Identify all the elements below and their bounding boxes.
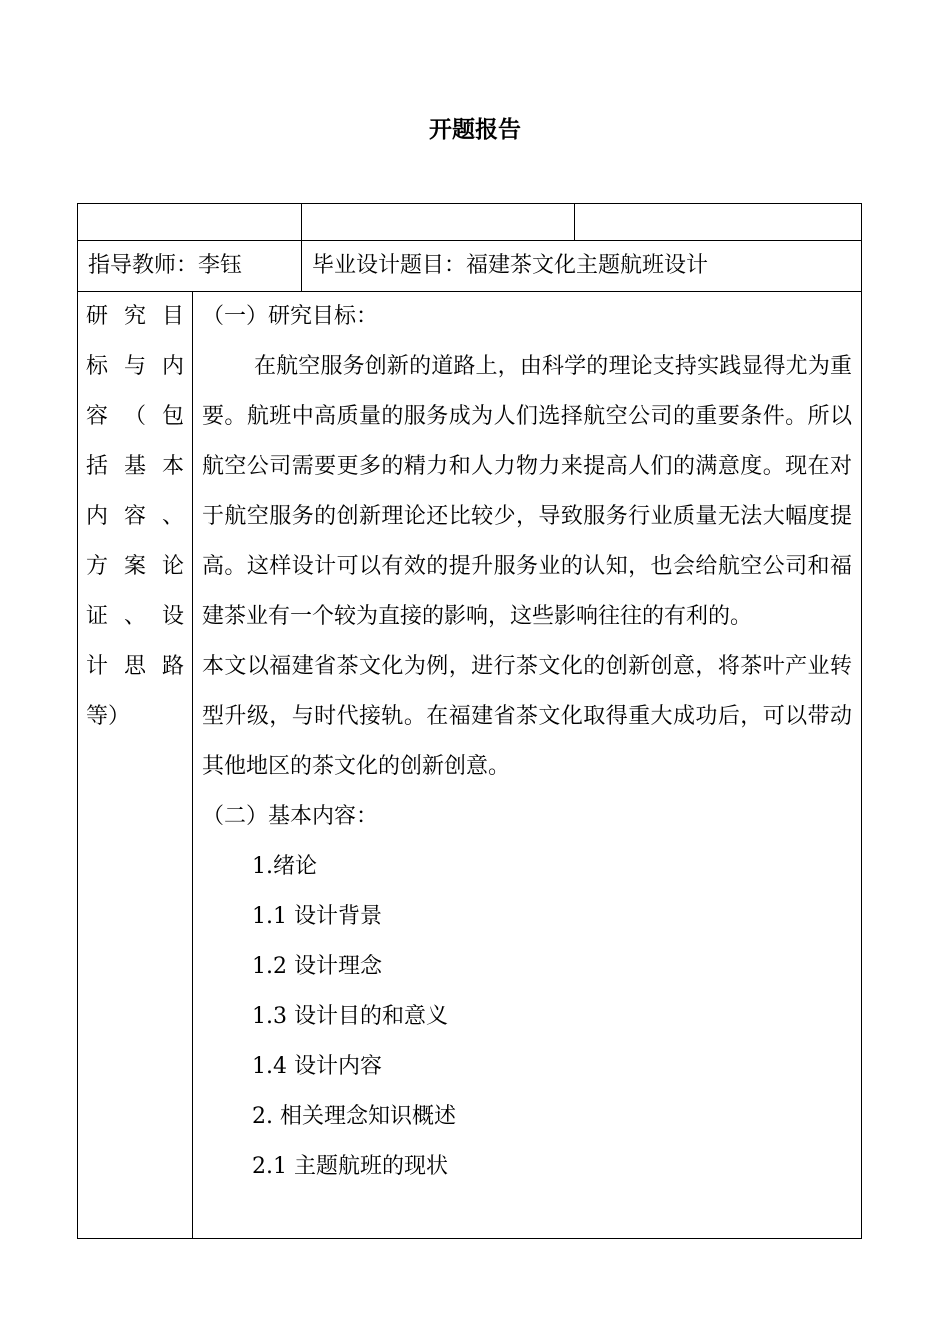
label-line: [86, 442, 184, 492]
advisor-cell: 指导教师：李钰: [88, 253, 243, 278]
outline-item: 1.绪论: [252, 854, 317, 879]
label-line: [86, 592, 184, 642]
heading-basic-content: （二）基本内容：: [202, 804, 379, 829]
heading-research-goal: （一）研究目标：: [202, 304, 379, 329]
topic-cell: 毕业设计题目：福建茶文化主题航班设计: [312, 253, 709, 278]
outline-item: 1.3 设计目的和意义: [252, 1004, 448, 1029]
label-line: [86, 642, 184, 692]
label-char: 、: [161, 504, 184, 529]
outline-item: 2. 相关理念知识概述: [252, 1104, 456, 1129]
page-title: 开题报告: [429, 117, 521, 143]
section-content: [202, 292, 852, 1192]
outline-item: 1.2 设计理念: [252, 954, 382, 979]
label-char: 基: [123, 454, 146, 479]
label-char: 容: [123, 504, 146, 529]
col-divider-row1-a: [301, 203, 302, 241]
label-line: [86, 292, 184, 342]
label-char: 、: [123, 604, 146, 629]
label-line: [86, 692, 184, 742]
label-char: 内: [161, 354, 184, 379]
label-line: [86, 392, 184, 442]
label-char: 设: [161, 604, 184, 629]
label-char: 等）: [86, 704, 131, 729]
paragraph-tea-culture: 本文以福建省茶文化为例，进行茶文化的创新创意，将茶叶产业转型升级，与时代接轨。在福建省茶文化取得重大成功后，可以带动其他地区的茶文化的创新创意。: [202, 654, 852, 779]
section-label: [86, 292, 184, 742]
label-char: 方: [86, 554, 109, 579]
label-char: 容: [86, 404, 109, 429]
label-char: 本: [161, 454, 184, 479]
label-line: [86, 542, 184, 592]
label-char: 证: [86, 604, 109, 629]
outline-item: 1.1 设计背景: [252, 904, 382, 929]
label-char: 括: [86, 454, 109, 479]
label-char: （: [123, 404, 146, 429]
label-char: 内: [86, 504, 109, 529]
label-char: 与: [123, 354, 146, 379]
paragraph-research-goal: 在航空服务创新的道路上，由科学的理论支持实践显得尤为重要。航班中高质量的服务成为人们选择航空公司的重要条件。所以航空公司需要更多的精力和人力物力来提高人们的满意度。现在对于航空服务的创新理论还比较少，导致服务行业质量无法大幅度提高。这样设计可以有效的提升服务业的认知，也会给航空公司和福建茶业有一个较为直接的影响，这些影响往往的有利的。: [202, 354, 852, 629]
label-char: 论: [161, 554, 184, 579]
label-char: 案: [123, 554, 146, 579]
label-char: 路: [161, 654, 184, 679]
label-char: 究: [123, 304, 146, 329]
label-char: 标: [86, 354, 109, 379]
label-char: 研: [86, 304, 109, 329]
col-divider-row1-b: [574, 203, 575, 241]
label-char: 计: [86, 654, 109, 679]
label-char: 包: [161, 404, 184, 429]
col-divider-row3: [192, 291, 193, 1239]
col-divider-row2: [301, 240, 302, 292]
label-char: 思: [123, 654, 146, 679]
label-char: 目: [161, 304, 184, 329]
label-line: [86, 342, 184, 392]
outline-item: 2.1 主题航班的现状: [252, 1154, 448, 1179]
label-line: [86, 492, 184, 542]
outline-item: 1.4 设计内容: [252, 1054, 382, 1079]
